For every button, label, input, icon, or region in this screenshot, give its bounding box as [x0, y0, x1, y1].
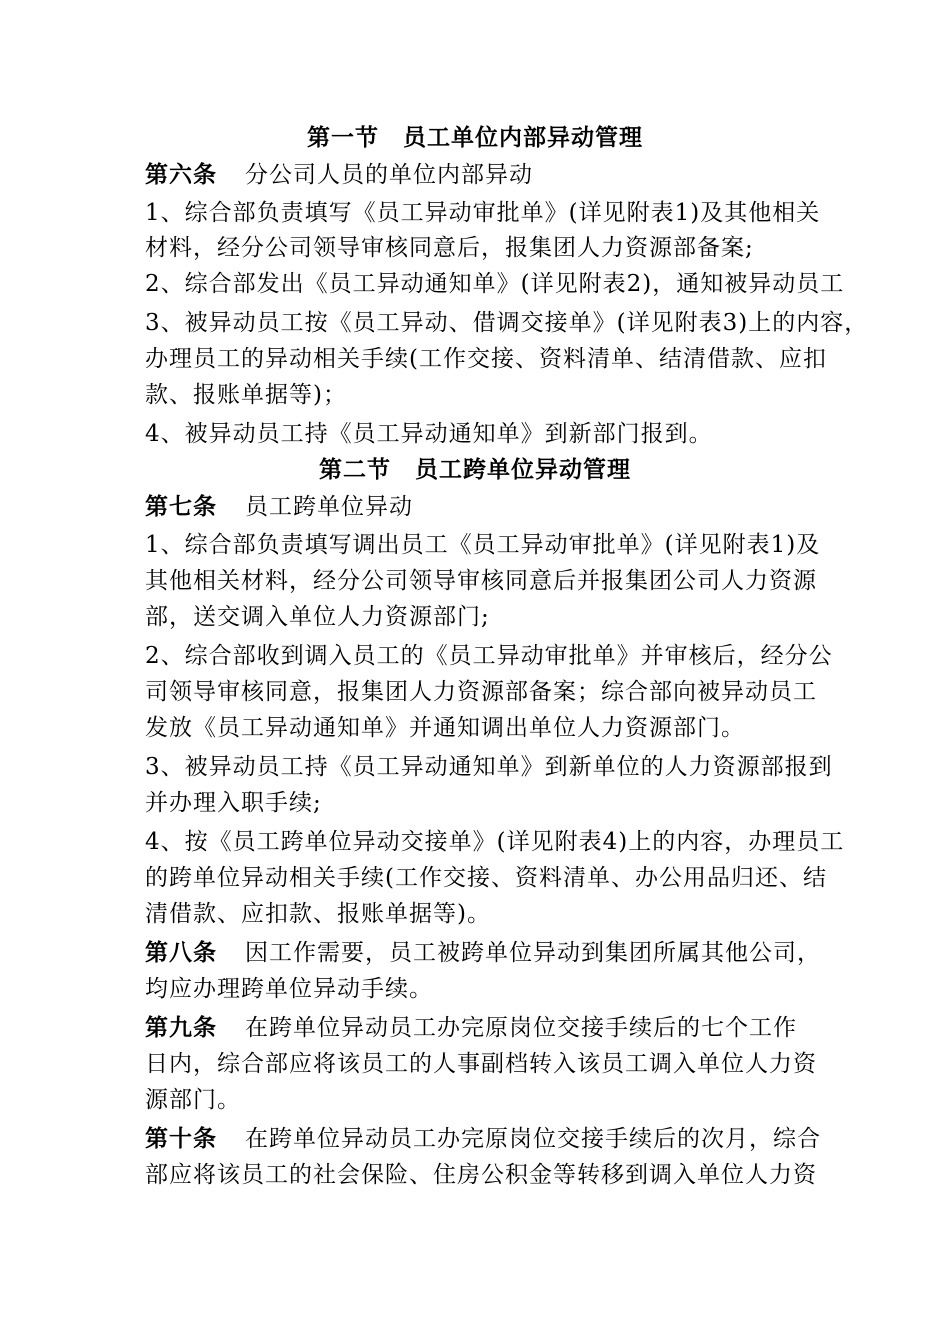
- article-10-header: [145, 1124, 825, 1154]
- paragraph-line: 2、综合部发出《员工异动通知单》(详见附表2)，通知被异动员工: [145, 271, 845, 297]
- paragraph-line: 办理员工的异动相关手续(工作交接、资料清单、结清借款、应扣: [145, 346, 827, 372]
- paragraph-line: 材料，经分公司领导审核同意后，报集团人力资源部备案;: [145, 235, 754, 261]
- section-heading-1: 第一节 员工单位内部异动管理: [307, 124, 643, 151]
- paragraph-line: 源部门。: [145, 1087, 241, 1113]
- paragraph-line: 发放《员工异动通知单》并通知调出单位人力资源部门。: [145, 715, 745, 741]
- paragraph-line: 均应办理跨单位异动手续。: [145, 976, 433, 1002]
- article-title: 因工作需要，员工被跨单位异动到集团所属其他公司，: [245, 940, 821, 966]
- section-heading-2: 第二节 员工跨单位异动管理: [319, 456, 631, 483]
- article-7-header: [145, 492, 825, 522]
- article-title: 在跨单位异动员工办完原岗位交接手续后的次月，综合: [245, 1126, 821, 1152]
- article-title: 分公司人员的单位内部异动: [245, 162, 533, 188]
- paragraph-line: 1、综合部负责填写《员工异动审批单》(详见附表1)及其他相关: [145, 200, 821, 226]
- paragraph-line: 并办理入职手续;: [145, 790, 322, 816]
- paragraph-line: 清借款、应扣款、报账单据等)。: [145, 901, 491, 927]
- article-label: 第八条: [145, 939, 217, 966]
- paragraph-line: 3、被异动员工按《员工异动、借调交接单》(详见附表3)上的内容，: [145, 310, 869, 336]
- article-label: 第六条: [145, 161, 217, 188]
- paragraph-line: 日内，综合部应将该员工的人事副档转入该员工调入单位人力资: [145, 1051, 817, 1077]
- paragraph-line: 2、综合部收到调入员工的《员工异动审批单》并审核后，经分公: [145, 643, 833, 669]
- article-title: 员工跨单位异动: [245, 494, 413, 520]
- article-label: 第九条: [145, 1014, 217, 1041]
- article-label: 第十条: [145, 1125, 217, 1152]
- paragraph-line: 1、综合部负责填写调出员工《员工异动审批单》(详见附表1)及: [145, 532, 821, 558]
- paragraph-line: 4、按《员工跨单位异动交接单》(详见附表4)上的内容，办理员工: [145, 829, 845, 855]
- article-8-header: [145, 938, 825, 968]
- article-label: 第七条: [145, 493, 217, 520]
- paragraph-line: 4、被异动员工持《员工异动通知单》到新部门报到。: [145, 421, 713, 447]
- paragraph-line: 的跨单位异动相关手续(工作交接、资料清单、办公用品归还、结: [145, 865, 827, 891]
- paragraph-line: 其他相关材料，经分公司领导审核同意后并报集团公司人力资源: [145, 568, 817, 594]
- article-title: 在跨单位异动员工办完原岗位交接手续后的七个工作: [245, 1015, 797, 1041]
- article-9-header: [145, 1013, 825, 1043]
- paragraph-line: 部，送交调入单位人力资源部门;: [145, 604, 490, 630]
- paragraph-line: 司领导审核同意，报集团人力资源部备案；综合部向被异动员工: [145, 679, 817, 705]
- paragraph-line: 部应将该员工的社会保险、住房公积金等转移到调入单位人力资: [145, 1162, 817, 1188]
- paragraph-line: 3、被异动员工持《员工异动通知单》到新单位的人力资源部报到: [145, 754, 833, 780]
- article-6-header: [145, 160, 825, 190]
- paragraph-line: 款、报账单据等)；: [145, 382, 347, 408]
